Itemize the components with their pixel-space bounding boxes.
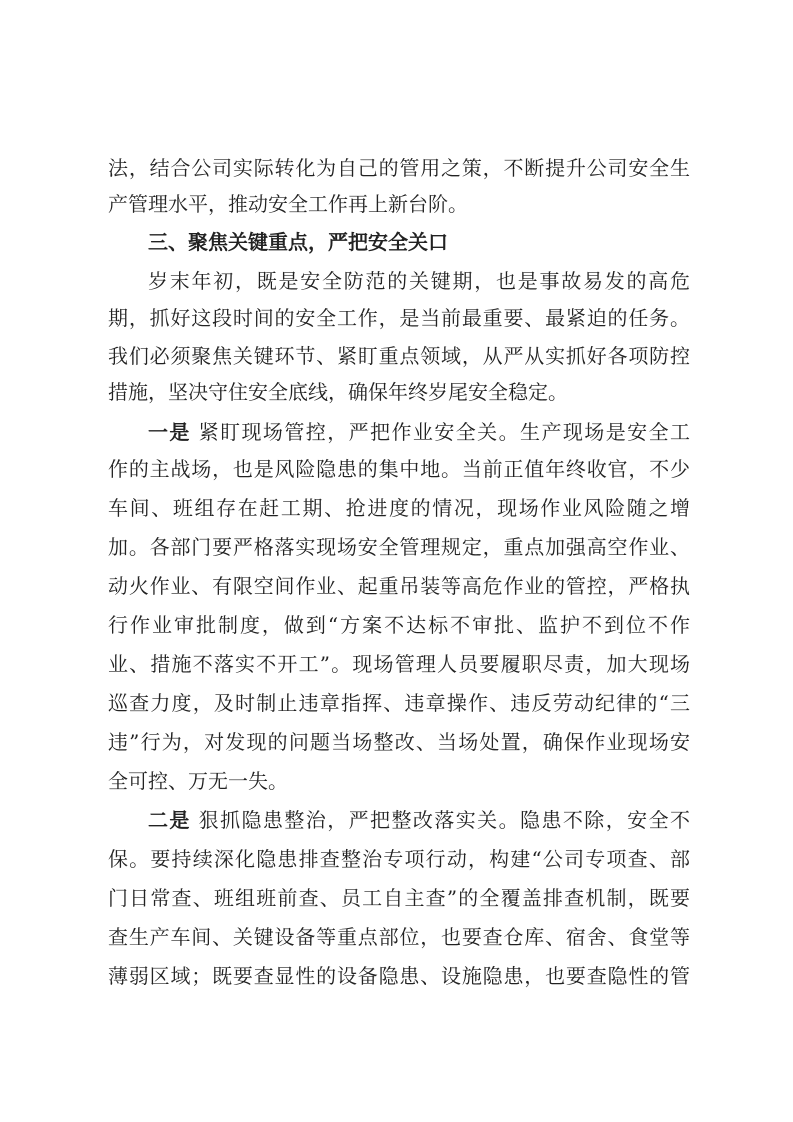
point-one-line-5: 动火作业、有限空间作业、起重吊装等高危作业的管控，严格执: [108, 574, 690, 598]
point-one-line-3: 车间、班组存在赶工期、抢进度的情况，现场作业风险随之增: [108, 496, 690, 520]
point-one-line-7: 业、措施不落实不开工”。现场管理人员要履职尽责，加大现场: [108, 652, 690, 676]
point-one-lead: 一是: [148, 420, 191, 444]
section-heading: 三、聚焦关键重点，严把安全关口: [148, 230, 448, 254]
point-one-line-4: 加。各部门要严格落实现场安全管理规定，重点加强高空作业、: [108, 535, 690, 559]
point-one-line-6: 行作业审批制度，做到“方案不达标不审批、监护不到位不作: [108, 613, 690, 637]
intro-line-1: 法，结合公司实际转化为自己的管用之策，不断提升公司安全生: [108, 156, 690, 180]
point-two-line-2: 保。要持续深化隐患排查整治专项行动，构建“公司专项查、部: [108, 847, 690, 871]
section-intro-line-3: 我们必须聚焦关键环节、紧盯重点领域，从严从实抓好各项防控: [108, 344, 690, 368]
intro-line-2: 产管理水平，推动安全工作再上新台阶。: [108, 192, 468, 216]
point-two-first-line: 狠抓隐患整治，严把整改落实关。隐患不除，安全不: [190, 808, 691, 832]
point-two-line-5: 薄弱区域；既要查显性的设备隐患、设施隐患，也要查隐性的管: [108, 964, 690, 988]
point-one-line-8: 巡查力度，及时制止违章指挥、违章操作、违反劳动纪律的“三: [108, 691, 690, 715]
section-intro-line-1: 岁末年初，既是安全防范的关键期，也是事故易发的高危: [148, 269, 690, 293]
point-one-line-2: 作的主战场，也是风险隐患的集中地。当前正值年终收官，不少: [108, 457, 690, 481]
point-two-lead: 二是: [148, 808, 191, 832]
point-two-line-4: 查生产车间、关键设备等重点部位，也要查仓库、宿舍、食堂等: [108, 925, 690, 949]
section-intro-line-4: 措施，坚决守住安全底线，确保年终岁尾安全稳定。: [108, 380, 568, 404]
point-one-line-10: 全可控、万无一失。: [108, 769, 288, 793]
point-one-first-line: 紧盯现场管控，严把作业安全关。生产现场是安全工: [190, 420, 691, 444]
point-one-line-9: 违”行为，对发现的问题当场整改、当场处置，确保作业现场安: [108, 730, 690, 754]
section-intro-line-2: 期，抓好这段时间的安全工作，是当前最重要、最紧迫的任务。: [108, 306, 690, 330]
point-two-line-1: [148, 800, 690, 840]
point-two-line-3: 门日常查、班组班前查、员工自主查”的全覆盖排查机制，既要: [108, 886, 690, 910]
point-one-line-1: [148, 412, 690, 452]
